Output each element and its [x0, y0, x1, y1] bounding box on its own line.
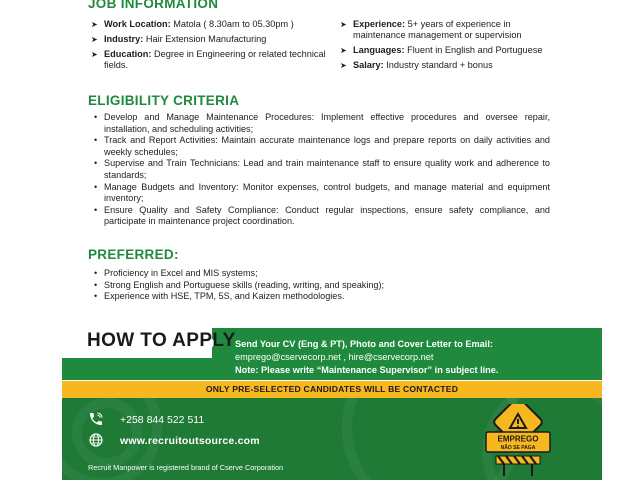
arrow-bullet-icon: ➤	[340, 46, 347, 55]
notice-text: ONLY PRE-SELECTED CANDIDATES WILL BE CONTACTED	[205, 384, 459, 394]
job-info-value: Industry standard + bonus	[383, 60, 493, 70]
apply-subject-note: Note: Please write “Maintenance Supervisor” in subject line.	[235, 365, 499, 375]
list-item-text: Ensure Quality and Safety Compliance: Conduct regular inspections, ensure safety compliance, and participate in maintenance project coordination.	[104, 204, 550, 227]
job-info-label: Education:	[104, 49, 152, 59]
job-information-title: JOB INFORMATION	[88, 0, 219, 11]
list-item-text: Supervise and Train Technicians: Lead and train maintenance staff to ensure quality work and adherence to standards;	[104, 158, 550, 180]
apply-instruction: Send Your CV (Eng & PT), Photo and Cover Letter to Email:	[235, 339, 493, 349]
list-item	[94, 182, 550, 205]
list-item-text: Develop and Manage Maintenance Procedures: Implement effective procedures and oversee repair, installation, and scheduling activities;	[104, 112, 550, 134]
job-info-industry	[91, 34, 331, 45]
sign-subtitle: NÃO SE PAGA	[500, 445, 536, 451]
arrow-bullet-icon: ➤	[340, 20, 347, 29]
job-info-salary	[340, 60, 560, 71]
job-info-education	[91, 49, 331, 71]
job-info-value: Matola ( 8.30am to 05.30pm )	[170, 19, 294, 29]
job-info-value: Fluent in English and Portuguese	[404, 45, 543, 55]
eligibility-list	[94, 112, 550, 228]
job-info-experience	[340, 19, 560, 41]
job-info-label: Experience:	[353, 19, 406, 29]
arrow-bullet-icon: ➤	[91, 20, 98, 29]
list-item-text: Track and Report Activities: Maintain accurate maintenance logs and prepare reports on daily activities and weekly schedules;	[104, 135, 550, 157]
phone-number[interactable]: +258 844 522 511	[120, 414, 205, 426]
bullet-dot-icon: •	[94, 291, 98, 302]
brand-note: Recruit Manpower is registered brand of Cserve Corporation	[88, 463, 284, 472]
job-info-languages	[340, 45, 560, 56]
list-item-text: Strong English and Portuguese skills (reading, writing, and speaking);	[104, 279, 385, 290]
list-item	[94, 158, 550, 181]
bullet-dot-icon: •	[94, 181, 98, 192]
job-info-value: Hair Extension Manufacturing	[143, 34, 267, 44]
job-info-value: Degree in Engineering or related technical fields.	[104, 49, 326, 70]
bullet-dot-icon: •	[94, 268, 98, 278]
list-item	[94, 268, 550, 280]
eligibility-title: ELIGIBILITY CRITERIA	[88, 93, 240, 108]
list-item	[94, 205, 550, 228]
bullet-dot-icon: •	[94, 158, 98, 169]
job-info-label: Salary:	[353, 60, 384, 70]
list-item-text: Experience with HSE, TPM, 5S, and Kaizen methodologies.	[104, 291, 345, 302]
apply-emails[interactable]: emprego@cservecorp.net , hire@cservecorp.net	[235, 352, 434, 362]
bullet-dot-icon: •	[94, 112, 98, 122]
preferred-title: PREFERRED:	[88, 247, 179, 262]
warning-sign-icon	[484, 404, 552, 476]
list-item	[94, 291, 550, 303]
bullet-dot-icon: •	[94, 279, 98, 290]
globe-icon	[88, 432, 104, 448]
job-info-label: Work Location:	[104, 19, 171, 29]
job-info-work-location	[91, 19, 331, 30]
list-item	[94, 280, 550, 292]
job-info-value: 5+ years of experience in maintenance management or supervision	[353, 19, 522, 40]
job-info-label: Languages:	[353, 45, 405, 55]
bullet-dot-icon: •	[94, 204, 98, 215]
arrow-bullet-icon: ➤	[91, 35, 98, 44]
preferred-list	[94, 268, 550, 303]
bullet-dot-icon: •	[94, 135, 98, 146]
phone-icon	[88, 411, 104, 427]
how-to-apply-heading: HOW TO APPLY	[87, 330, 236, 351]
decorative-ring	[72, 398, 142, 468]
arrow-bullet-icon: ➤	[91, 50, 98, 59]
list-item	[94, 112, 550, 135]
list-item	[94, 135, 550, 158]
website-link[interactable]: www.recruitoutsource.com	[120, 435, 260, 447]
list-item-text: Proficiency in Excel and MIS systems;	[104, 268, 258, 278]
job-info-right-column	[340, 19, 560, 75]
job-info-label: Industry:	[104, 34, 144, 44]
list-item-text: Manage Budgets and Inventory: Monitor expenses, control budgets, and manage material and equipment inventory;	[104, 181, 550, 204]
sign-title: EMPREGO	[497, 434, 539, 444]
job-info-left-column	[91, 19, 331, 75]
arrow-bullet-icon: ➤	[340, 61, 347, 70]
